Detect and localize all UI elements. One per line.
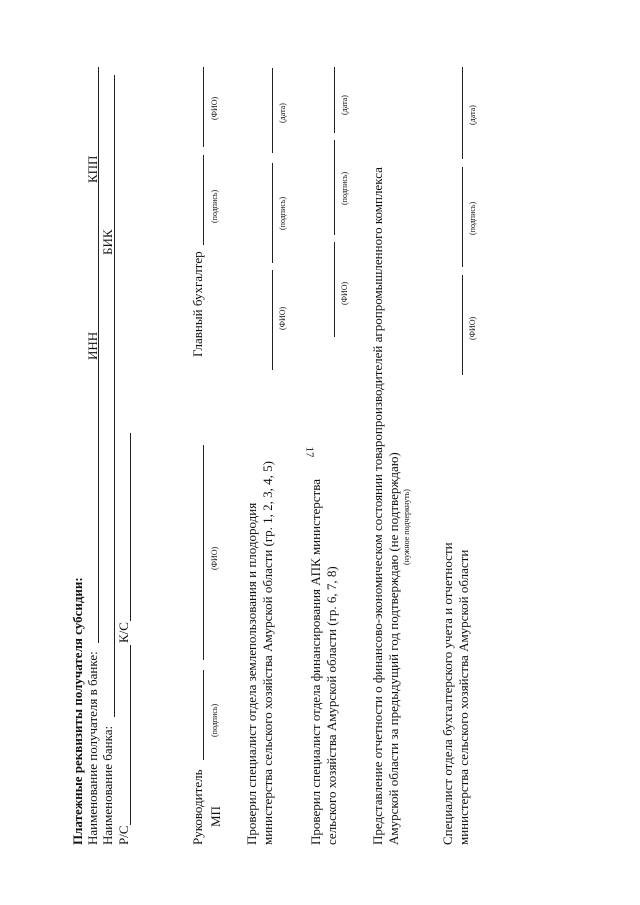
accounting-specialist-line2: министерства сельского хозяйства Амурской области [456, 549, 471, 845]
stamp-label: МП [208, 806, 223, 827]
bik-line[interactable] [114, 81, 115, 231]
ks-line[interactable] [130, 433, 131, 621]
accounting-specialist-date-hint: (дата) [468, 105, 477, 125]
kpp-line[interactable] [98, 67, 99, 157]
recipient-name-label: Наименование получателя в банке: [85, 651, 100, 845]
kpp-label: КПП [85, 155, 100, 183]
check-land-fio-hint: (ФИО) [278, 306, 287, 330]
accounting-specialist-line1: Специалист отдела бухгалтерского учета и отчетности [440, 542, 455, 845]
check-land-signature-hint: (подпись) [278, 196, 287, 230]
check-finance-fio-line[interactable] [334, 242, 335, 337]
rs-line[interactable] [130, 645, 131, 825]
chief-accountant-title: Главный бухгалтер [190, 251, 205, 357]
chief-accountant-signature-hint: (подпись) [210, 189, 219, 223]
head-fio-hint: (ФИО) [210, 546, 219, 570]
check-finance-line2: сельского хозяйства Амурской области (гр. 6, 7, 8) [324, 566, 339, 845]
accounting-specialist-signature-line[interactable] [462, 167, 463, 267]
inn-label: ИНН [85, 331, 100, 360]
requisites-heading: Платежные реквизиты получателя субсидии: [70, 577, 85, 845]
accounting-specialist-fio-hint: (ФИО) [468, 316, 477, 340]
check-land-line1: Проверил специалист отдела землепользования и плодородия [244, 502, 259, 845]
check-land-fio-line[interactable] [272, 270, 273, 370]
head-title: Руководитель [190, 769, 205, 845]
page-number: 17 [303, 446, 316, 458]
reporting-line2: Амурской области за предыдущий год подтверждаю (не подтверждаю) [386, 452, 401, 845]
accounting-specialist-signature-hint: (подпись) [468, 201, 477, 235]
check-finance-date-line[interactable] [334, 67, 335, 133]
reporting-line1: Представление отчетности о финансово-экономическом состоянии товаропроизводителей агропромышленного комплекса [370, 167, 385, 845]
check-finance-signature-line[interactable] [334, 140, 335, 235]
check-land-signature-line[interactable] [272, 163, 273, 263]
bank-name-label: Наименование банка: [100, 725, 115, 845]
check-land-date-hint: (дата) [278, 103, 287, 123]
reporting-underline-hint: (нужное подчеркнуть) [402, 489, 411, 565]
chief-accountant-fio-hint: (ФИО) [210, 96, 219, 120]
chief-accountant-fio-line[interactable] [203, 67, 204, 147]
check-land-line2: министерства сельского хозяйства Амурской области (гр. 1, 2, 3, 4, 5) [260, 460, 275, 845]
accounting-specialist-date-line[interactable] [462, 67, 463, 159]
chief-accountant-signature-line[interactable] [203, 155, 204, 245]
check-finance-date-hint: (дата) [340, 95, 349, 115]
check-land-date-line[interactable] [272, 68, 273, 153]
inn-line[interactable] [98, 191, 99, 331]
check-finance-line1: Проверил специалист отдела финансирования АПК министерства [308, 479, 323, 845]
head-fio-line[interactable] [203, 445, 204, 660]
rs-label: Р/С [116, 825, 131, 845]
accounting-specialist-fio-line[interactable] [462, 275, 463, 375]
ks-label: К/С [116, 622, 131, 643]
check-finance-signature-hint: (подпись) [340, 171, 349, 205]
bik-label: БИК [100, 229, 115, 255]
head-signature-hint: (подпись) [210, 703, 219, 737]
head-signature-line[interactable] [203, 670, 204, 760]
check-finance-fio-hint: (ФИО) [340, 281, 349, 305]
